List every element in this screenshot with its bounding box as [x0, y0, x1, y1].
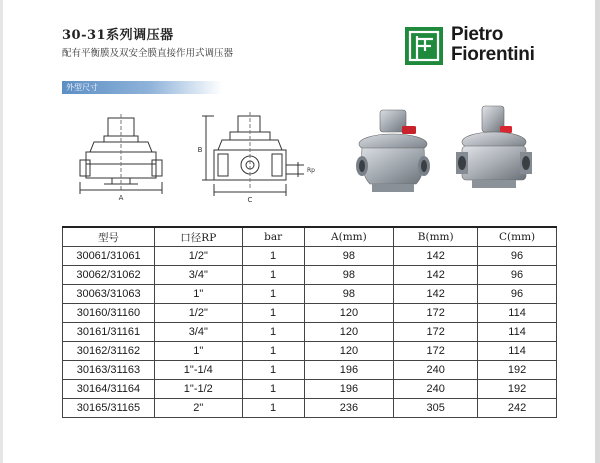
cell-dimension-a: 196 [304, 361, 394, 380]
table-header-row [63, 227, 557, 247]
cell-port-size: 1" [154, 342, 242, 361]
cell-dimension-c: 96 [478, 247, 557, 266]
dimension-a-label: A [118, 194, 124, 200]
cell-port-size: 1"-1/2 [154, 380, 242, 399]
table-row [63, 342, 557, 361]
cell-dimension-a: 120 [304, 304, 394, 323]
cell-pressure: 1 [242, 266, 304, 285]
cell-pressure: 1 [242, 380, 304, 399]
cell-pressure: 1 [242, 361, 304, 380]
cell-dimension-b: 240 [394, 380, 478, 399]
brand-mark-icon [405, 27, 443, 65]
cell-model: 30162/31162 [63, 342, 155, 361]
brand-name [451, 25, 535, 65]
brand-name-line1: Pietro [451, 24, 504, 45]
cell-dimension-a: 120 [304, 342, 394, 361]
table-row [63, 247, 557, 266]
cell-dimension-a: 98 [304, 285, 394, 304]
dimension-rp-label: Rp [307, 167, 315, 174]
cell-dimension-a: 120 [304, 323, 394, 342]
cell-dimension-c: 192 [478, 380, 557, 399]
cell-model: 30063/31063 [63, 285, 155, 304]
specification-table [62, 226, 557, 418]
cell-dimension-c: 114 [478, 304, 557, 323]
cell-dimension-b: 172 [394, 323, 478, 342]
cell-model: 30160/31160 [63, 304, 155, 323]
cell-pressure: 1 [242, 399, 304, 418]
cell-model: 30163/31163 [63, 361, 155, 380]
header-dimension-b: B(mm) [394, 227, 478, 247]
table-row [63, 323, 557, 342]
cell-dimension-b: 172 [394, 342, 478, 361]
dimension-c-label: C [247, 196, 253, 204]
cell-dimension-c: 192 [478, 361, 557, 380]
cell-pressure: 1 [242, 342, 304, 361]
cell-dimension-c: 242 [478, 399, 557, 418]
cell-dimension-a: 98 [304, 266, 394, 285]
section-label: 外型尺寸 [66, 83, 98, 92]
side-view-drawing [192, 110, 332, 205]
header-model: 型号 [63, 227, 155, 247]
table-row [63, 399, 557, 418]
cell-dimension-b: 305 [394, 399, 478, 418]
cell-dimension-a: 98 [304, 247, 394, 266]
table-row [63, 361, 557, 380]
header-dimension-a: A(mm) [304, 227, 394, 247]
front-view-drawing [72, 112, 172, 200]
cell-port-size: 3/4" [154, 266, 242, 285]
cell-dimension-b: 142 [394, 285, 478, 304]
cell-dimension-a: 236 [304, 399, 394, 418]
cell-port-size: 1/2" [154, 304, 242, 323]
page-title: 30-31系列调压器 [62, 28, 174, 43]
header-dimension-c: C(mm) [478, 227, 557, 247]
cell-model: 30165/31165 [63, 399, 155, 418]
cell-dimension-c: 114 [478, 323, 557, 342]
cell-dimension-a: 196 [304, 380, 394, 399]
cell-port-size: 1"-1/4 [154, 361, 242, 380]
cell-pressure: 1 [242, 304, 304, 323]
page-edge-left [0, 0, 3, 463]
section-header-bar [62, 81, 222, 94]
header-pressure: bar [242, 227, 304, 247]
cell-port-size: 1/2" [154, 247, 242, 266]
cell-dimension-b: 240 [394, 361, 478, 380]
cell-port-size: 2" [154, 399, 242, 418]
regulator-photo-1 [352, 104, 438, 200]
table-row [63, 304, 557, 323]
dimension-b-label: B [197, 146, 203, 154]
cell-dimension-b: 142 [394, 247, 478, 266]
cell-pressure: 1 [242, 285, 304, 304]
table-row [63, 285, 557, 304]
cell-dimension-c: 114 [478, 342, 557, 361]
cell-pressure: 1 [242, 323, 304, 342]
page-edge-right [595, 0, 600, 463]
cell-model: 30062/31062 [63, 266, 155, 285]
cell-pressure: 1 [242, 247, 304, 266]
cell-dimension-c: 96 [478, 285, 557, 304]
brand-logo [405, 24, 555, 70]
cell-model: 30161/31161 [63, 323, 155, 342]
regulator-photo-2 [452, 100, 538, 198]
table-row [63, 380, 557, 399]
cell-model: 30061/31061 [63, 247, 155, 266]
cell-port-size: 3/4" [154, 323, 242, 342]
cell-model: 30164/31164 [63, 380, 155, 399]
cell-dimension-b: 172 [394, 304, 478, 323]
cell-dimension-b: 142 [394, 266, 478, 285]
cell-dimension-c: 96 [478, 266, 557, 285]
cell-port-size: 1" [154, 285, 242, 304]
header-port-size: 口径RP [154, 227, 242, 247]
brand-name-line2: Fiorentini [451, 44, 535, 65]
table-row [63, 266, 557, 285]
page-subtitle: 配有平衡膜及双安全膜直接作用式调压器 [62, 48, 234, 59]
